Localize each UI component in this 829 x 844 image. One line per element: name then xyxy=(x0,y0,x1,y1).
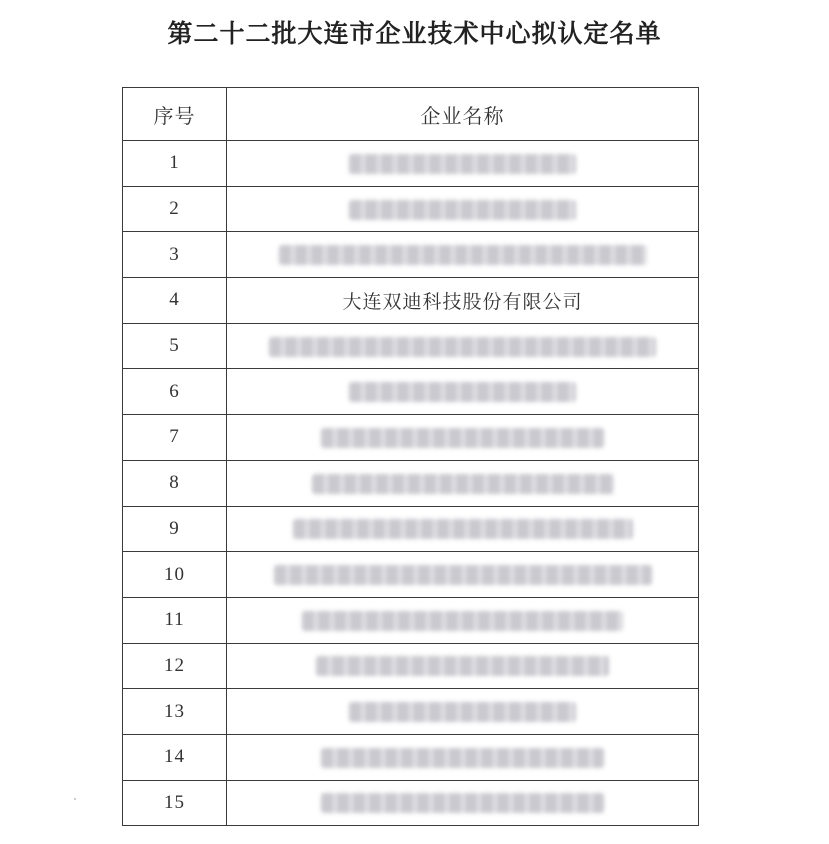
row-number: 7 xyxy=(123,415,227,461)
company-name-redacted xyxy=(227,186,699,232)
redaction-blur xyxy=(269,337,656,357)
row-number: 4 xyxy=(123,278,227,324)
company-name-redacted xyxy=(227,597,699,643)
redaction-blur xyxy=(349,382,576,402)
redaction-blur xyxy=(312,474,614,494)
redaction-blur xyxy=(321,748,604,768)
company-list-table xyxy=(122,87,699,826)
redaction-blur xyxy=(321,428,604,448)
table-row xyxy=(123,278,699,324)
redaction-blur xyxy=(349,154,576,174)
redaction-blur xyxy=(349,200,576,220)
company-name-redacted xyxy=(227,141,699,187)
table-row xyxy=(123,506,699,552)
table-row xyxy=(123,552,699,598)
table-row xyxy=(123,643,699,689)
row-number: 3 xyxy=(123,232,227,278)
table-row xyxy=(123,689,699,735)
table-row xyxy=(123,141,699,187)
company-name-redacted xyxy=(227,552,699,598)
header-number: 序号 xyxy=(123,88,227,141)
company-name-redacted xyxy=(227,369,699,415)
company-name: 大连双迪科技股份有限公司 xyxy=(227,278,699,324)
row-number: 15 xyxy=(123,780,227,826)
table-row xyxy=(123,369,699,415)
company-name-redacted xyxy=(227,323,699,369)
row-number: 10 xyxy=(123,552,227,598)
table-row xyxy=(123,460,699,506)
redaction-blur xyxy=(316,656,609,676)
table-header-row xyxy=(123,88,699,141)
company-name-redacted xyxy=(227,232,699,278)
company-name-redacted xyxy=(227,643,699,689)
table-row xyxy=(123,780,699,826)
row-number: 11 xyxy=(123,597,227,643)
row-number: 5 xyxy=(123,323,227,369)
redaction-blur xyxy=(293,519,633,539)
header-company-name: 企业名称 xyxy=(227,88,699,141)
row-number: 12 xyxy=(123,643,227,689)
company-name-redacted xyxy=(227,506,699,552)
company-name-redacted xyxy=(227,780,699,826)
row-number: 14 xyxy=(123,734,227,780)
redaction-blur xyxy=(279,245,647,265)
table-row xyxy=(123,734,699,780)
table-row xyxy=(123,323,699,369)
row-number: 13 xyxy=(123,689,227,735)
company-name-redacted xyxy=(227,689,699,735)
table-row xyxy=(123,186,699,232)
table-row xyxy=(123,597,699,643)
redaction-blur xyxy=(274,565,652,585)
table-row xyxy=(123,232,699,278)
document-title: 第二十二批大连市企业技术中心拟认定名单 xyxy=(167,19,662,48)
row-number: 1 xyxy=(123,141,227,187)
row-number: 9 xyxy=(123,506,227,552)
redaction-blur xyxy=(349,702,576,722)
table-body xyxy=(123,141,699,826)
company-name-redacted xyxy=(227,734,699,780)
table-row xyxy=(123,415,699,461)
row-number: 2 xyxy=(123,186,227,232)
row-number: 8 xyxy=(123,460,227,506)
scan-speck xyxy=(74,798,76,800)
redaction-blur xyxy=(321,793,604,813)
redaction-blur xyxy=(302,611,623,631)
row-number: 6 xyxy=(123,369,227,415)
company-name-redacted xyxy=(227,460,699,506)
company-name-redacted xyxy=(227,415,699,461)
